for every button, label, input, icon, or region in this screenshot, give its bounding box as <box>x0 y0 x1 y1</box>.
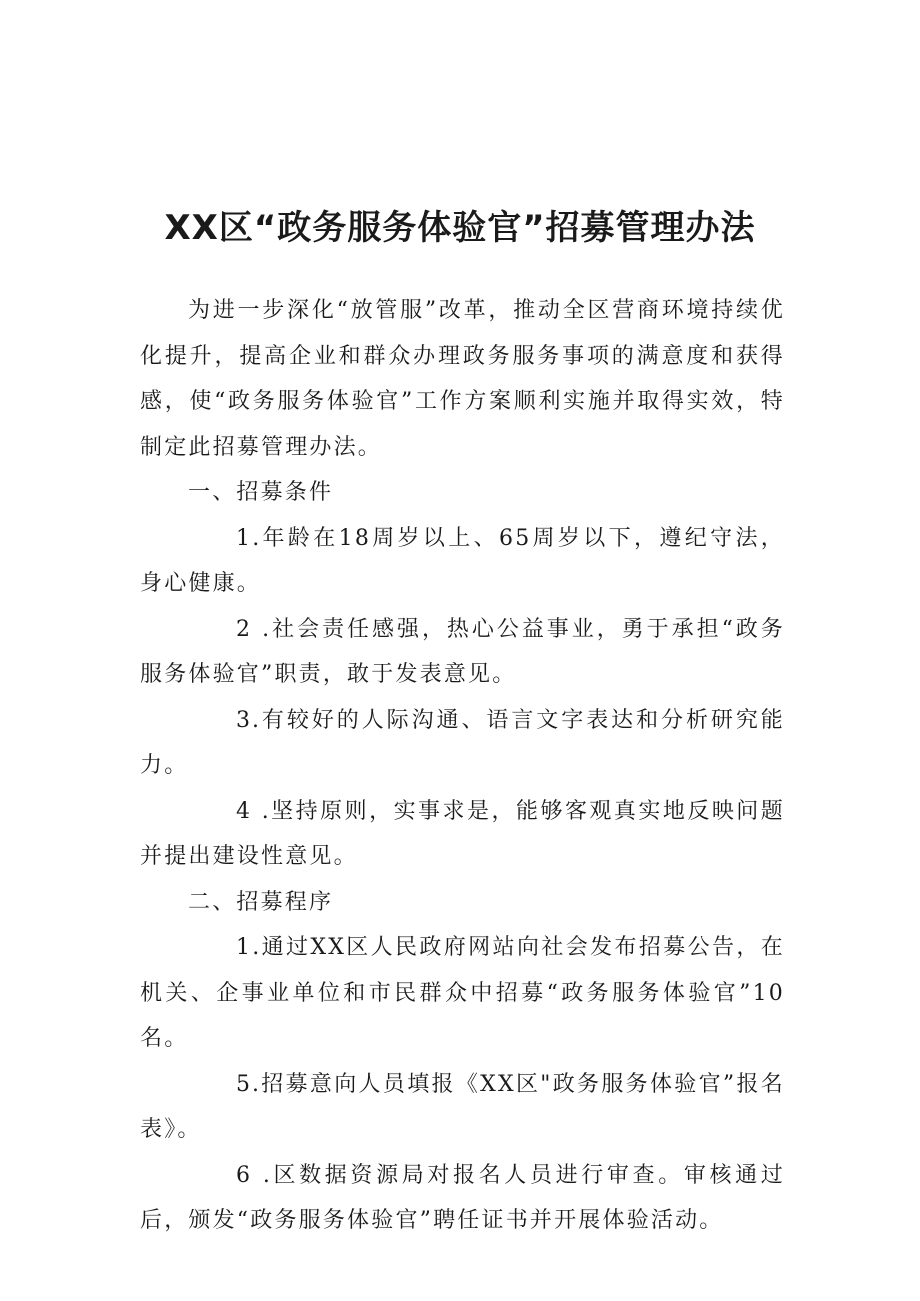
procedure-item-3 <box>140 1153 785 1244</box>
document-title: XX区“政务服务体验官”招募管理办法 <box>164 208 756 248</box>
item-text: .社会责任感强，热心公益事业，勇于承担“政务服务体验官”职责，敢于发表意见。 <box>140 616 785 687</box>
section-heading-procedure: 二、招募程序 <box>188 889 334 915</box>
item-number: 5 <box>236 1071 253 1097</box>
item-text: 通过XX区人民政府网站向社会发布招募公告，在机关、企事业单位和市民群众中招募“政务服务体验官”10名。 <box>140 935 785 1051</box>
item-text: .招募意向人员填报《XX区"政务服务体验官”报名表》。 <box>140 1071 785 1142</box>
item-text: .区数据资源局对报名人员进行审查。审核通过后，颁发“政务服务体验官”聘任证书并开展体验活动。 <box>140 1162 785 1233</box>
item-number: 3 <box>236 707 253 733</box>
requirement-item-4 <box>140 789 785 880</box>
procedure-item-2 <box>140 1062 785 1153</box>
item-number: 2 <box>236 616 253 642</box>
requirement-item-3 <box>140 698 785 789</box>
item-number: 1. <box>236 935 262 960</box>
item-number: 6 <box>236 1162 253 1188</box>
item-number: 4 <box>236 798 253 824</box>
section-heading-requirements: 一、招募条件 <box>188 480 334 505</box>
procedure-item-1 <box>140 925 785 1062</box>
item-text: .坚持原则，实事求是，能够客观真实地反映问题并提出建设性意见。 <box>140 798 785 869</box>
requirement-item-2 <box>140 607 785 698</box>
item-number: 1. <box>236 525 262 551</box>
document-body <box>140 288 785 1244</box>
requirement-item-1 <box>140 516 785 607</box>
item-text: 年龄在18周岁以上、65周岁以下，遵纪守法，身心健康。 <box>140 525 785 596</box>
item-text: .有较好的人际沟通、语言文字表达和分析研究能力。 <box>140 707 785 778</box>
intro-paragraph: 为进一步深化“放管服”改革，推动全区营商环境持续优化提升，提高企业和群众办理政务服务事项的满意度和获得感，使“政务服务体验官”工作方案顺利实施并取得实效，特制定此招募管理办法。 <box>140 298 785 460</box>
